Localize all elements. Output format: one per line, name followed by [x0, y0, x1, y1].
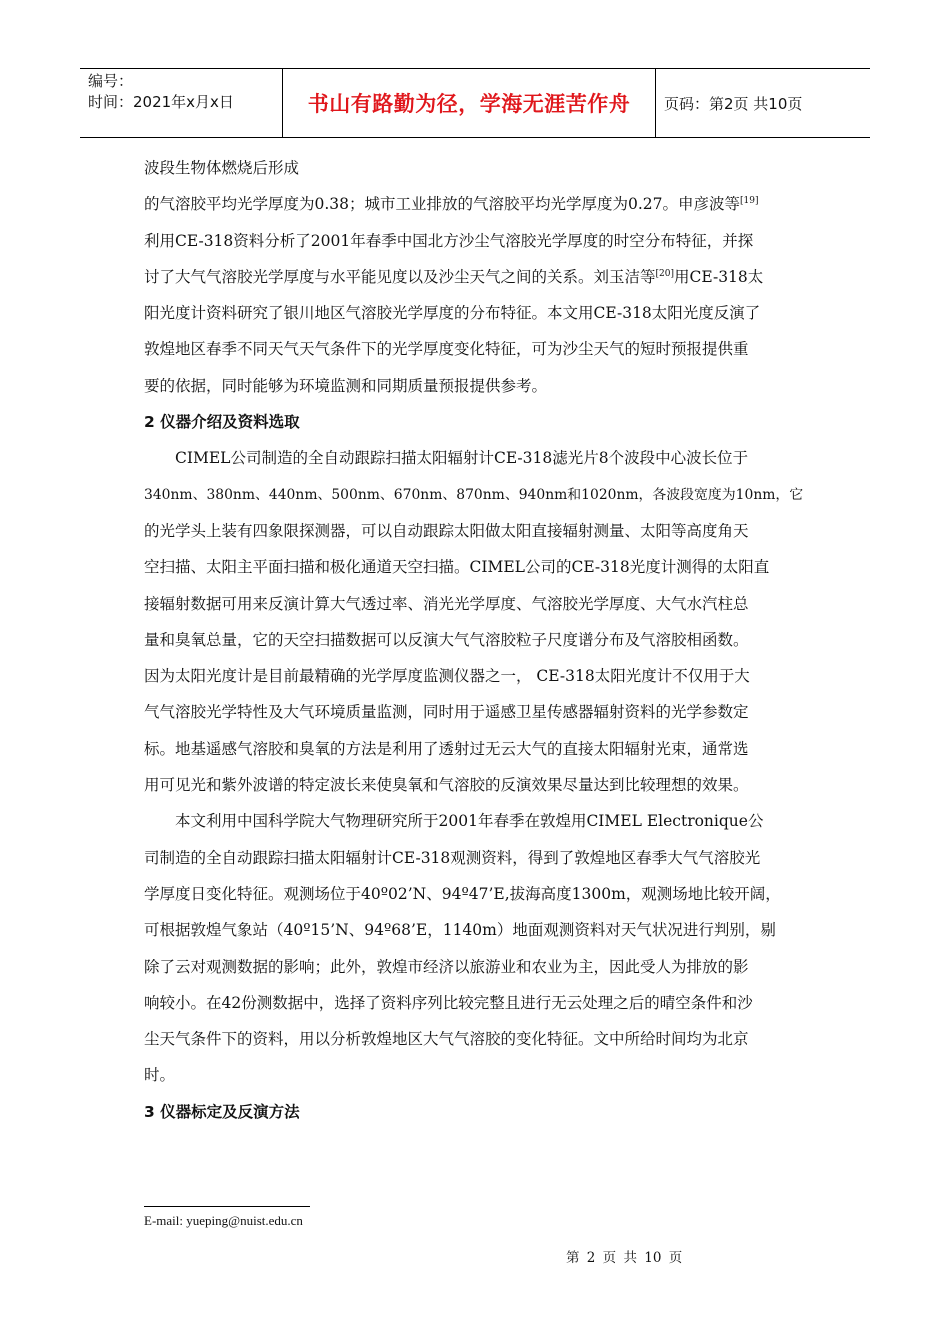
- body-line: 司制造的全自动跟踪扫描太阳辐射计CE-318观测资料，得到了敦煌地区春季大气气溶胶光: [144, 848, 761, 867]
- header-page-info: 页码：第2页 共10页: [664, 94, 803, 113]
- body-line: 阳光度计资料研究了银川地区气溶胶光学厚度的分布特征。本文用CE-318太阳光度反演了: [144, 304, 761, 323]
- body-line: 尘天气条件下的资料，用以分析敦煌地区大气气溶胶的变化特征。文中所给时间均为北京: [144, 1030, 749, 1049]
- body-line: 接辐射数据可用来反演计算大气透过率、消光光学厚度、气溶胶光学厚度、大气水汽柱总: [144, 594, 749, 613]
- body-line: 340nm、380nm、440nm、500nm、670nm、870nm、940nm和1020nm，各波段宽度为10nm，它: [144, 486, 804, 503]
- body-line: 讨了大气气溶胶光学厚度与水平能见度以及沙尘天气之间的关系。刘玉洁等[20]用CE-318太: [144, 267, 764, 286]
- footnote-divider: [144, 1206, 310, 1207]
- body-line: 用可见光和紫外波谱的特定波长来使臭氧和气溶胶的反演效果尽量达到比较理想的效果。: [144, 776, 749, 795]
- body-line: 时。: [144, 1066, 176, 1085]
- body-line: 气气溶胶光学特性及大气环境质量监测，同时用于遥感卫星传感器辐射资料的光学参数定: [144, 703, 749, 722]
- page-footer: 第 2 页 共 10 页: [566, 1250, 683, 1266]
- date-label: 时间：2021年x月x日: [88, 93, 234, 111]
- body-line: 敦煌地区春季不同天气天气条件下的光学厚度变化特征，可为沙尘天气的短时预报提供重: [144, 340, 749, 359]
- body-line: 要的依据，同时能够为环境监测和同期质量预报提供参考。: [144, 376, 548, 395]
- body-line: CIMEL公司制造的全自动跟踪扫描太阳辐射计CE-318滤光片8个波段中心波长位于: [175, 449, 749, 468]
- page-header: [80, 68, 870, 138]
- body-line: 本文利用中国科学院大气物理研究所于2001年春季在敦煌用CIMEL Electronique公: [175, 812, 764, 831]
- body-line: 空扫描、太阳主平面扫描和极化通道天空扫描。CIMEL公司的CE-318光度计测得的太阳直: [144, 558, 770, 577]
- section-heading-3: 3 仪器标定及反演方法: [144, 1102, 300, 1121]
- section-heading-2: 2 仪器介绍及资料选取: [144, 413, 300, 432]
- body-line: 响较小。在42份测数据中，选择了资料序列比较完整且进行无云处理之后的晴空条件和沙: [144, 993, 753, 1012]
- body-line: 因为太阳光度计是目前最精确的光学厚度监测仪器之一， CE-318太阳光度计不仅用于大: [144, 667, 750, 686]
- body-line: 学厚度日变化特征。观测场位于40º02’N、94º47’E,拔海高度1300m，观测场地比较开阔，: [144, 884, 781, 903]
- body-line: 的光学头上装有四象限探测器，可以自动跟踪太阳做太阳直接辐射测量、太阳等高度角天: [144, 521, 749, 540]
- body-line: 量和臭氧总量，它的天空扫描数据可以反演大气气溶胶粒子尺度谱分布及气溶胶相函数。: [144, 630, 749, 649]
- header-motto: 书山有路勤为径，学海无涯苦作舟: [283, 69, 656, 137]
- body-line: 可根据敦煌气象站（40º15’N、94º68’E，1140m）地面观测资料对天气状况进行判别，剔: [144, 921, 776, 940]
- body-line: 除了云对观测数据的影响；此外，敦煌市经济以旅游业和农业为主，因此受人为排放的影: [144, 957, 749, 976]
- body-line: 波段生物体燃烧后形成: [144, 159, 300, 177]
- body-line: 的气溶胶平均光学厚度为0.38；城市工业排放的气溶胶平均光学厚度为0.27。申彦波等[19]: [144, 195, 759, 214]
- footnote-email: E-mail: yueping@nuist.edu.cn: [144, 1213, 303, 1228]
- header-meta: [80, 69, 283, 137]
- body-line: 利用CE-318资料分析了2001年春季中国北方沙尘气溶胶光学厚度的时空分布特征，并探: [144, 231, 754, 250]
- body-line: 标。地基遥感气溶胶和臭氧的方法是利用了透射过无云大气的直接太阳辐射光束，通常选: [144, 739, 749, 758]
- citation-20: [20]: [655, 268, 674, 279]
- document-body: [144, 150, 810, 1130]
- citation-19: [19]: [740, 196, 759, 207]
- serial-label: 编号：: [88, 72, 134, 90]
